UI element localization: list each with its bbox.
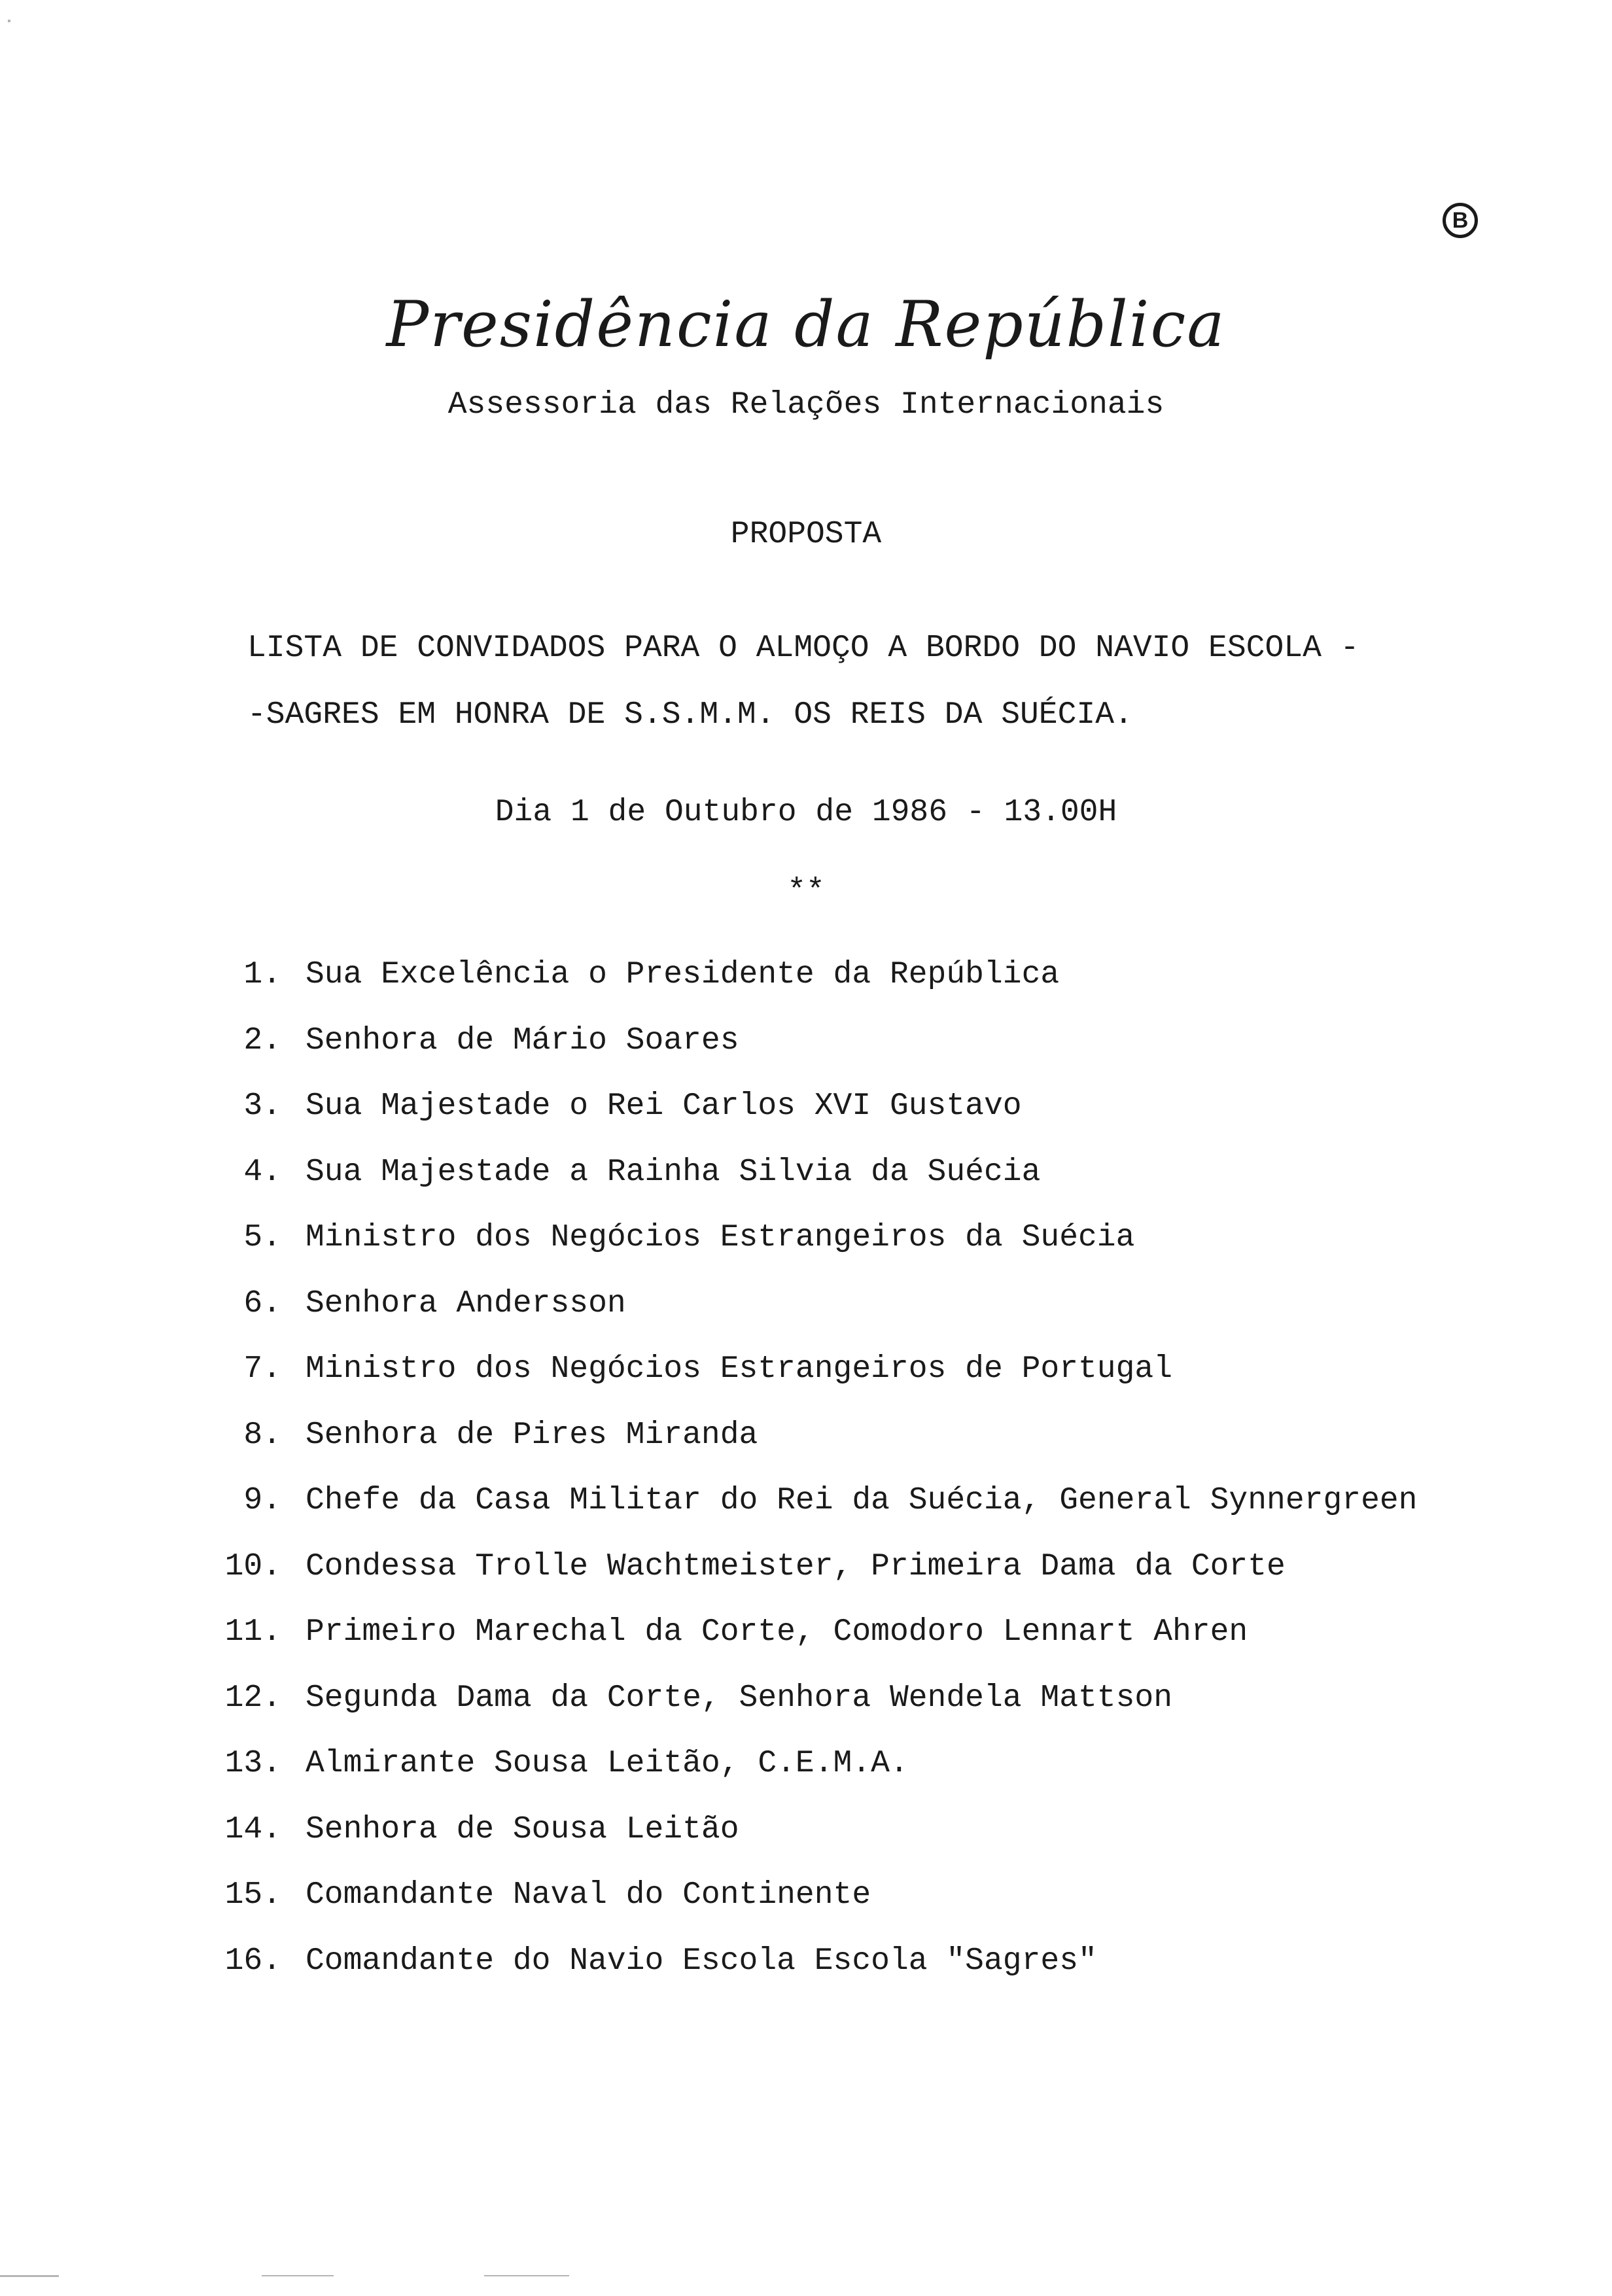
document-heading: PROPOSTA <box>730 517 882 552</box>
guest-name: Comandante do Navio Escola Escola "Sagres" <box>306 1943 1097 1979</box>
guest-list-item <box>0 1797 1612 1863</box>
guest-number: 11. <box>224 1614 281 1650</box>
guest-number: 12. <box>224 1680 281 1716</box>
guest-number: 6. <box>243 1285 281 1321</box>
guest-number: 10. <box>224 1548 281 1584</box>
guest-number: 7. <box>243 1351 281 1387</box>
office-name: Assessoria das Relações Internacionais <box>447 387 1165 423</box>
guest-list-item <box>0 1928 1612 1994</box>
letterhead-title: Presidência da República <box>386 288 1226 361</box>
guest-name: Ministro dos Negócios Estrangeiros de Portugal <box>306 1351 1173 1387</box>
section-separator: ** <box>787 874 825 909</box>
document-title-line-1: LISTA DE CONVIDADOS PARA O ALMOÇO A BORDO DO NAVIO ESCOLA - <box>247 631 1359 666</box>
guest-list-item <box>0 1271 1612 1337</box>
guest-list-item <box>0 1073 1612 1139</box>
event-date: Dia 1 de Outubro de 1986 - 13.00H <box>495 795 1117 830</box>
guest-name: Chefe da Casa Militar do Rei da Suécia, General Synnergreen <box>306 1483 1418 1518</box>
guest-number: 3. <box>243 1088 281 1124</box>
guest-list-item <box>0 1008 1612 1074</box>
scan-artifact <box>484 2275 569 2276</box>
guest-list-item <box>0 942 1612 1008</box>
guest-number: 9. <box>243 1483 281 1518</box>
guest-number: 15. <box>224 1877 281 1913</box>
document-title-line-2: -SAGRES EM HONRA DE S.S.M.M. OS REIS DA SUÉCIA. <box>247 697 1133 733</box>
guest-list-item <box>0 1731 1612 1797</box>
guest-number: 14. <box>224 1811 281 1847</box>
guest-list-item <box>0 1402 1612 1469</box>
guest-name: Sua Majestade a Rainha Silvia da Suécia <box>306 1154 1041 1190</box>
guest-name: Sua Majestade o Rei Carlos XVI Gustavo <box>306 1088 1022 1124</box>
guest-list-item <box>0 1862 1612 1928</box>
guest-name: Comandante Naval do Continente <box>306 1877 871 1913</box>
guest-number: 1. <box>243 957 281 992</box>
guest-number: 2. <box>243 1022 281 1058</box>
scan-artifact <box>262 2275 334 2276</box>
guest-list-item <box>0 1599 1612 1665</box>
guest-name: Almirante Sousa Leitão, C.E.M.A. <box>306 1746 909 1781</box>
guest-name: Senhora de Pires Miranda <box>306 1417 758 1453</box>
guest-number: 16. <box>224 1943 281 1979</box>
guest-number: 8. <box>243 1417 281 1453</box>
guest-list-item <box>0 1534 1612 1600</box>
guest-list-item <box>0 1139 1612 1206</box>
guest-name: Segunda Dama da Corte, Senhora Wendela Mattson <box>306 1680 1173 1716</box>
guest-name: Sua Excelência o Presidente da República <box>306 957 1060 992</box>
guest-list-item <box>0 1468 1612 1534</box>
guest-number: 4. <box>243 1154 281 1190</box>
guest-name: Condessa Trolle Wachtmeister, Primeira Dama da Corte <box>306 1548 1286 1584</box>
guest-name: Senhora de Sousa Leitão <box>306 1811 739 1847</box>
guest-list-item <box>0 1205 1612 1271</box>
guest-name: Senhora Andersson <box>306 1285 626 1321</box>
guest-name: Primeiro Marechal da Corte, Comodoro Lennart Ahren <box>306 1614 1248 1650</box>
guest-number: 5. <box>243 1220 281 1255</box>
scan-artifact <box>0 2275 59 2277</box>
guest-list <box>0 942 1612 1994</box>
guest-name: Senhora de Mário Soares <box>306 1022 739 1058</box>
guest-number: 13. <box>224 1746 281 1781</box>
registry-stamp: B <box>1443 203 1478 238</box>
guest-name: Ministro dos Negócios Estrangeiros da Suécia <box>306 1220 1135 1255</box>
guest-list-item <box>0 1336 1612 1402</box>
scan-artifact <box>8 20 10 22</box>
guest-list-item <box>0 1665 1612 1731</box>
